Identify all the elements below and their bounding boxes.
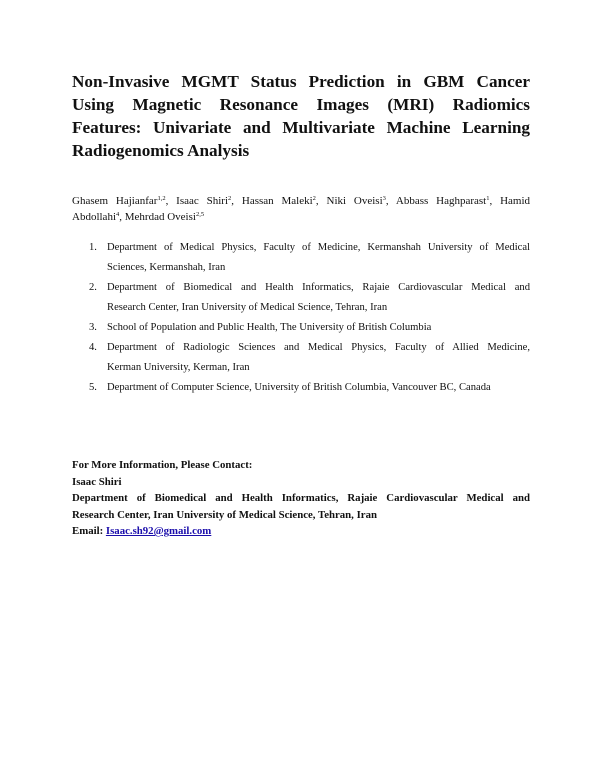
author-name: Isaac Shiri (176, 195, 229, 207)
author-name-first: Hamid (500, 195, 531, 207)
affiliation-item (72, 318, 530, 338)
contact-email-row (72, 523, 530, 540)
contact-department: Department of Biomedical and Health Informatics, Rajaie Cardiovascular Medical and (72, 492, 530, 504)
contact-heading: For More Information, Please Contact: (72, 459, 253, 471)
contact-name: Isaac Shiri (72, 475, 122, 488)
affiliation-item (72, 378, 530, 398)
affiliation-text: Sciences, Kermanshah, Iran (107, 262, 226, 273)
affiliation-item (72, 338, 530, 378)
affiliation-number: 1. (89, 242, 97, 253)
affiliation-item (72, 238, 530, 278)
author-affil-sup: 2 (312, 195, 316, 202)
affiliation-number: 5. (89, 382, 97, 393)
affiliation-list (72, 238, 530, 398)
affiliation-text: Department of Computer Science, University of British Columbia, Vancouver BC, Canada (107, 382, 491, 393)
affiliation-item (72, 278, 530, 318)
author-name: Mehrdad Oveisi (124, 211, 196, 223)
author-name: Ghasem Hajianfar (72, 195, 158, 207)
author-name: Niki Oveisi (326, 195, 383, 207)
author-line: Ghasem Hajianfar$^{1,2}$, Isaac Shiri$^2$, Hassan Maleki$^2$, Niki Oveisi$^3$, Abbass Haghparast$^1$, Hamid (72, 195, 531, 207)
author-affil-sup: 2 (228, 195, 232, 202)
author-name: Abbass Haghparast (395, 195, 487, 207)
email-link[interactable]: Isaac.sh92@gmail.com (105, 525, 212, 537)
affiliation-text: School of Population and Public Health, The University of British Columbia (107, 322, 432, 333)
title-line: Using Magnetic Resonance Images (MRI) Radiomics (72, 95, 530, 114)
title-line: Features: Univariate and Multivariate Machine Learning (72, 118, 530, 137)
affiliation-number: 2. (89, 282, 97, 293)
author-name-rest: Abdollahi (72, 211, 116, 223)
affiliation-text: Department of Radiologic Sciences and Medical Physics, Faculty of Allied Medicine, (107, 342, 530, 353)
affiliation-text: Kerman University, Kerman, Iran (107, 362, 250, 373)
paper-title (72, 70, 530, 162)
affiliation-number: 3. (89, 322, 97, 333)
author-name: Hassan Maleki (241, 195, 313, 207)
author-affil-sup: 2,5 (195, 211, 205, 218)
author-affil-sup: 4 (116, 211, 120, 218)
affiliation-number: 4. (89, 342, 97, 353)
title-line: Radiogenomics Analysis (72, 141, 250, 160)
affiliation-text: Research Center, Iran University of Medical Science, Tehran, Iran (107, 302, 388, 313)
affiliation-text: Department of Biomedical and Health Informatics, Rajaie Cardiovascular Medical and (107, 282, 530, 293)
contact-department: Research Center, Iran University of Medical Science, Tehran, Iran (72, 508, 377, 521)
email-label: Email: (72, 525, 106, 537)
author-affil-sup: 1 (486, 195, 490, 202)
author-affil-sup: 3 (382, 195, 386, 202)
affiliation-text: Department of Medical Physics, Faculty of Medicine, Kermanshah University of Medical (107, 242, 530, 253)
author-line: Abdollahi$^4$, Mehrdad Oveisi$^{2,5}$ (72, 211, 205, 223)
author-affil-sup: 1,2 (157, 195, 166, 202)
title-line: Non-Invasive MGMT Status Prediction in GBM Cancer (72, 72, 530, 91)
author-list (72, 193, 530, 225)
contact-block (72, 457, 530, 540)
